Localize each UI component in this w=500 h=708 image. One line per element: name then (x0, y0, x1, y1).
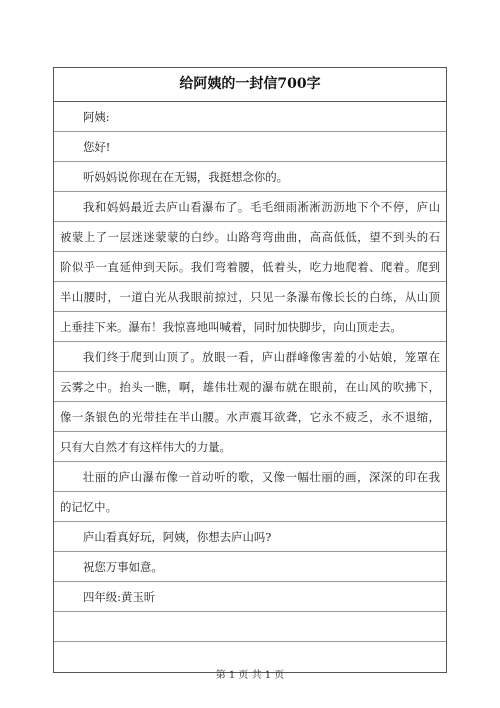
letter-line: 云雾之中。抬头一瞧，啊，雄伟壮观的瀑布就在眼前，在山风的吹拂下， (54, 372, 446, 402)
letter-line: 祝您万事如意。 (54, 552, 446, 582)
letter-line: 阶似乎一直延伸到天际。我们弯着腰，低着头，吃力地爬着、爬着。爬到 (54, 252, 446, 282)
letter-line: 的记忆中。 (54, 492, 446, 522)
letter-line: 听妈妈说你现在在无锡，我挺想念你的。 (54, 162, 446, 192)
letter-line: 阿姨: (54, 102, 446, 132)
letter-title: 给阿姨的一封信700字 (54, 68, 446, 102)
letter-sheet (53, 67, 447, 673)
letter-line: 被蒙上了一层迷迷蒙蒙的白纱。山路弯弯曲曲，高高低低，望不到头的石 (54, 222, 446, 252)
letter-line: 我们终于爬到山顶了。放眼一看，庐山群峰像害羞的小姑娘，笼罩在 (54, 342, 446, 372)
letter-line: 像一条银色的光带挂在半山腰。水声震耳欲聋，它永不疲乏，永不退缩， (54, 402, 446, 432)
letter-line (54, 612, 446, 642)
letter-line: 半山腰时，一道白光从我眼前掠过，只见一条瀑布像长长的白练，从山顶 (54, 282, 446, 312)
letter-line: 壮丽的庐山瀑布像一首动听的歌，又像一幅壮丽的画，深深的印在我 (54, 462, 446, 492)
letter-line: 上垂挂下来。瀑布！我惊喜地叫喊着，同时加快脚步，向山顶走去。 (54, 312, 446, 342)
letter-line: 只有大自然才有这样伟大的力量。 (54, 432, 446, 462)
letter-line: 庐山看真好玩，阿姨，你想去庐山吗? (54, 522, 446, 552)
letter-line: 您好! (54, 132, 446, 162)
letter-line: 四年级:黄玉昕 (54, 582, 446, 612)
letter-body (54, 102, 446, 672)
page-footer: 第 1 页 共 1 页 (215, 670, 285, 681)
letter-line: 我和妈妈最近去庐山看瀑布了。毛毛细雨淅淅沥沥地下个不停，庐山 (54, 192, 446, 222)
